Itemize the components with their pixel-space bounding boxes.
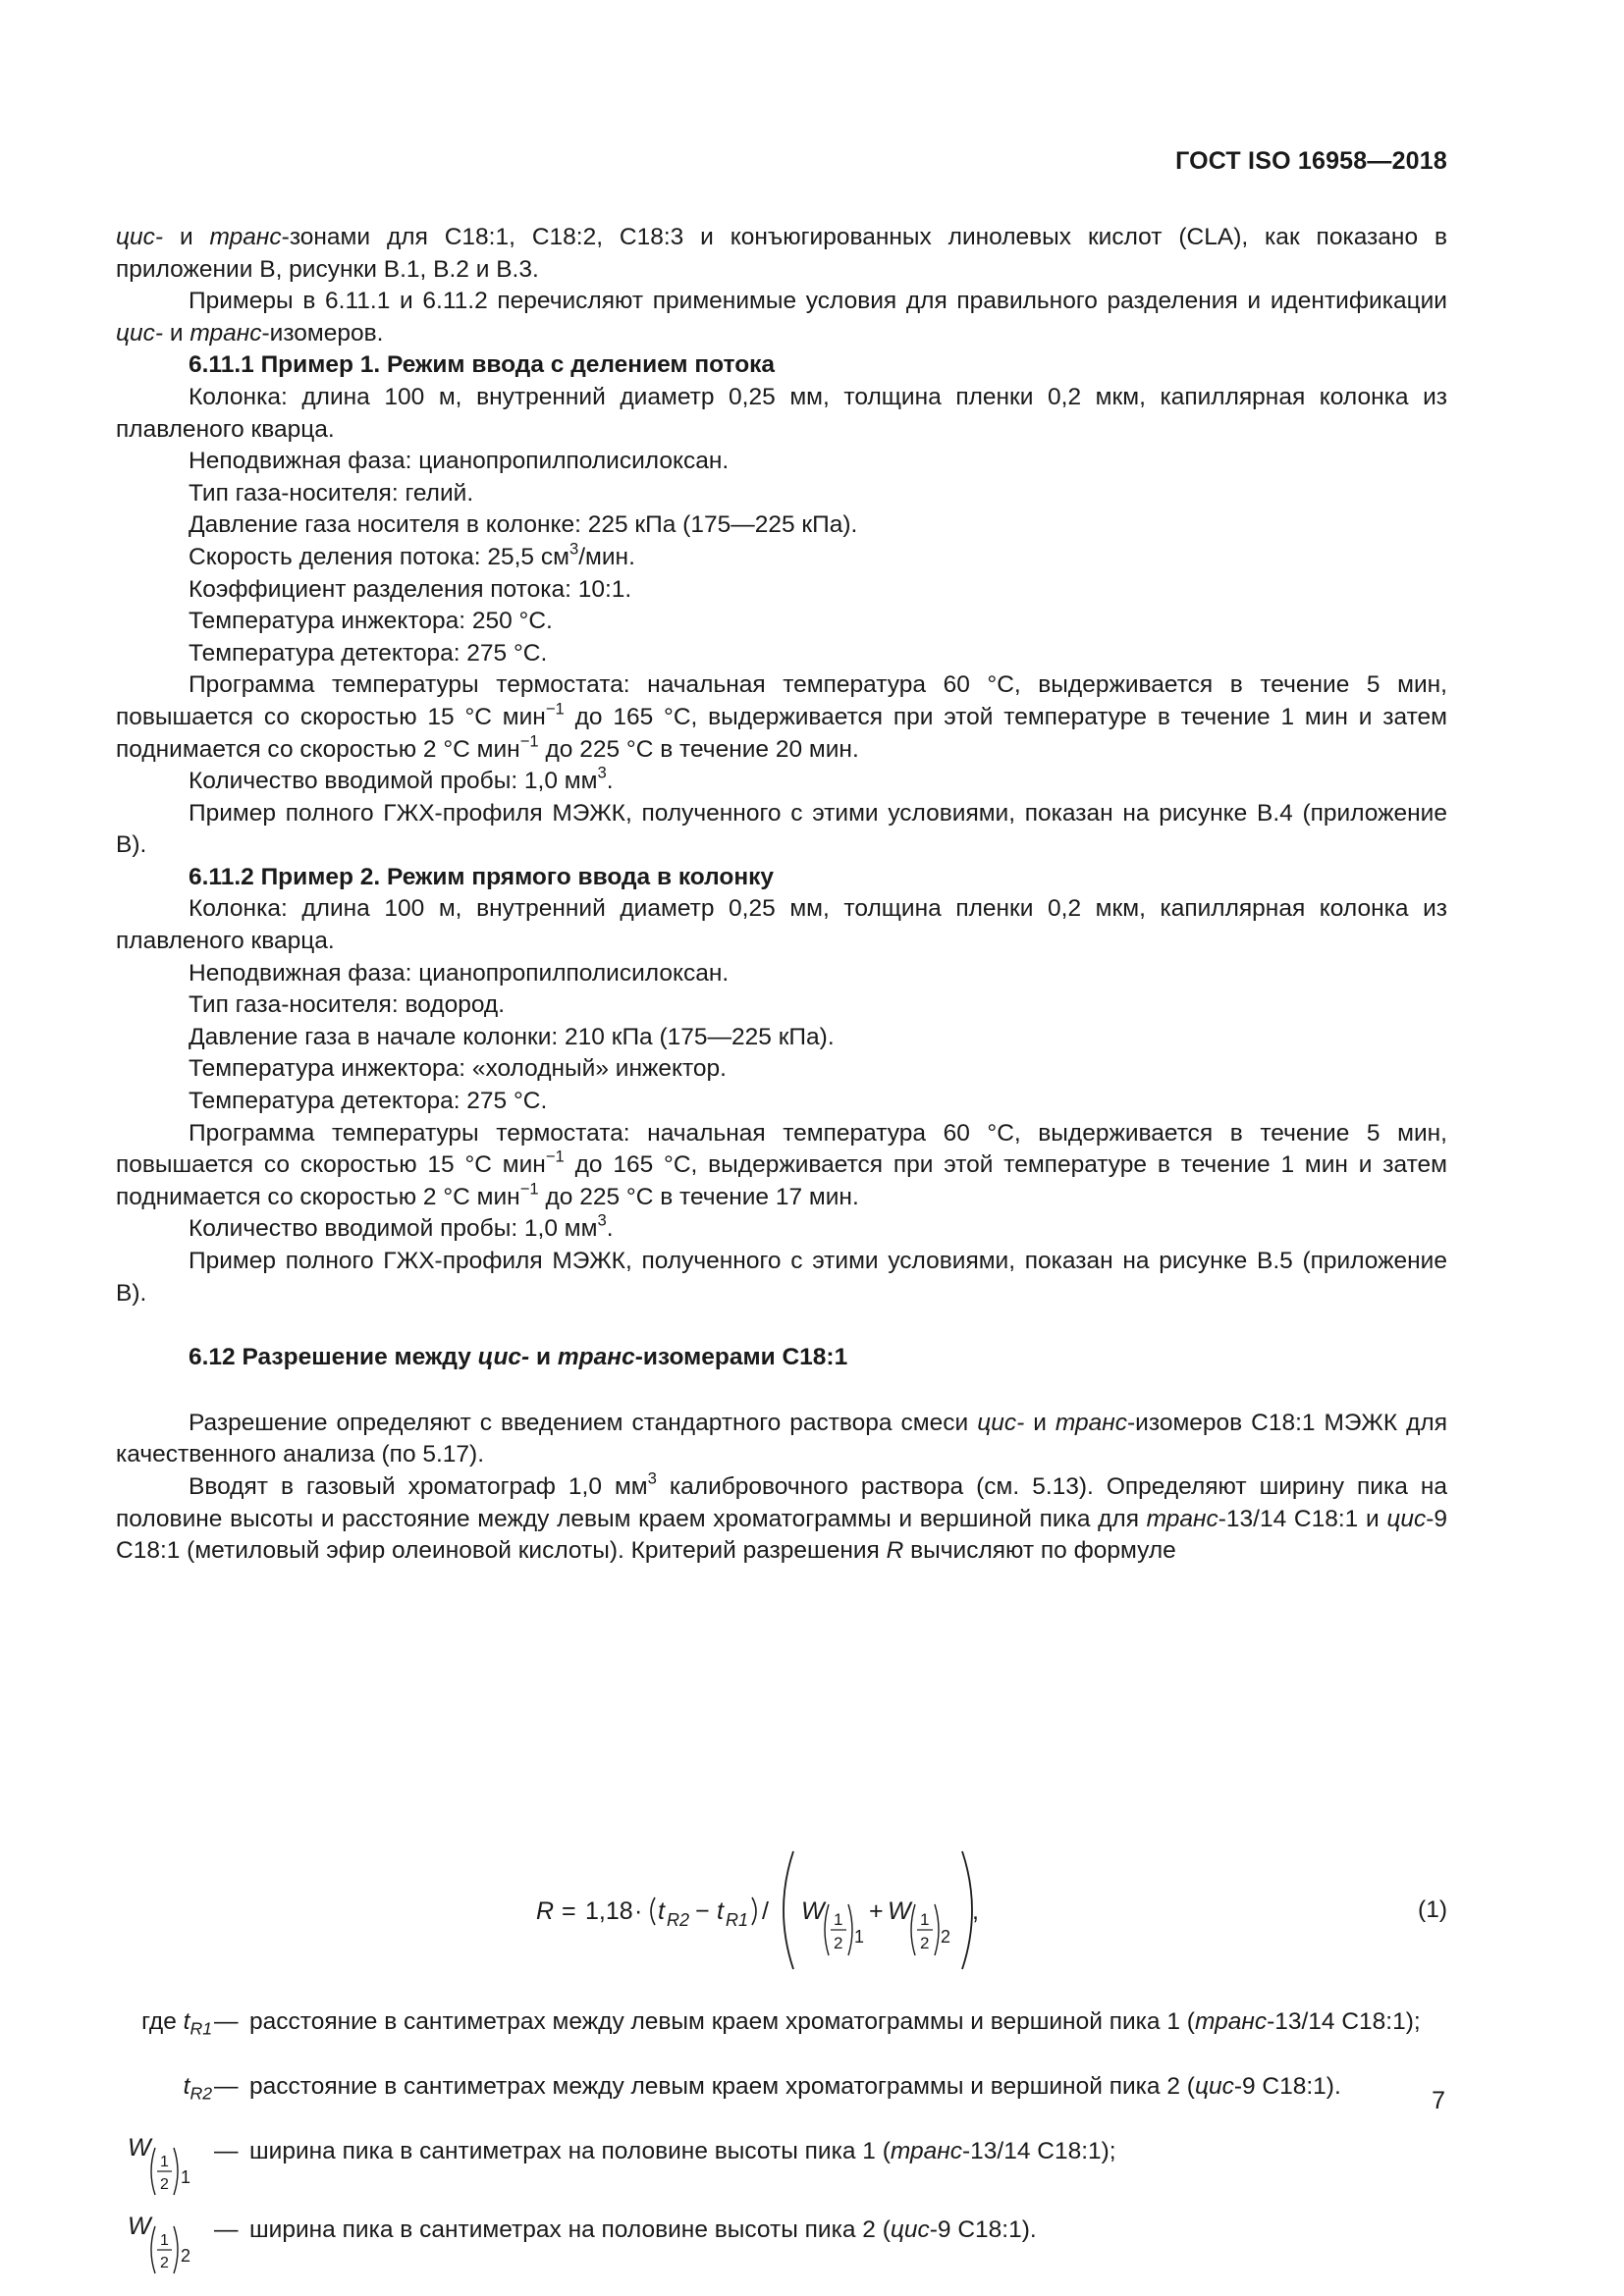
- w1-num: 1: [160, 2154, 169, 2170]
- text-run: -13/14 C18:1);: [962, 2138, 1116, 2164]
- text-run: -изомерами C18:1: [634, 1344, 848, 1371]
- paragraph: Пример полного ГЖХ-профиля МЭЖК, полученного с этими условиями, показан на рисунке В.5 (приложение В).: [116, 1248, 1447, 1307]
- where-term: [116, 2006, 212, 2039]
- formula-svg: [536, 1843, 1145, 1981]
- w2-symbol: [116, 2209, 212, 2279]
- formula-r2-sub: R2: [667, 1910, 690, 1930]
- w2-paren-l: [911, 1904, 915, 1955]
- superscript: −1: [545, 1147, 565, 1166]
- formula-t2: t: [658, 1897, 665, 1925]
- formula-dot: ·: [634, 1897, 643, 1925]
- term-subscript: R1: [189, 2018, 212, 2039]
- superscript: 3: [568, 539, 579, 559]
- w1-paren-l: [825, 1904, 829, 1955]
- where-definition: [249, 2215, 1447, 2247]
- superscript: 3: [597, 1211, 607, 1231]
- italic-term: транс: [557, 1344, 635, 1371]
- text-run: -9 C18:1).: [929, 2216, 1037, 2243]
- italic-term: цис-: [116, 224, 164, 250]
- paragraph: Температура детектора: 275 °C.: [189, 639, 548, 667]
- paragraph: Тип газа-носителя: водород.: [189, 991, 506, 1019]
- where-dash: —: [214, 2216, 239, 2243]
- paragraph: Колонка: длина 100 м, внутренний диаметр 0,25 мм, толщина пленки 0,2 мкм, капиллярная колонка из плавленого кварца.: [116, 383, 1447, 443]
- text-run: -зонами для C18:1, C18:2, C18:3 и конъюгированных линолевых кислот (CLA), как показано в приложении В, рисунки В.1, В.2 и В.3.: [116, 224, 1447, 283]
- where-item: [116, 2071, 1447, 2136]
- text-run: до 225 °C в течение 20 мин.: [538, 735, 859, 763]
- formula-equals: =: [562, 1897, 576, 1925]
- paragraph: Коэффициент разделения потока: 10:1.: [189, 575, 632, 603]
- w2-paren-l: [151, 2226, 155, 2273]
- text-run: .: [606, 1215, 614, 1243]
- text-run: калибровочного раствора (см. 5.13). Определяют ширину пика на половине высоты и расстояние между левым краем хроматограммы и вершиной пика для: [116, 1472, 1447, 1532]
- italic-term: цис-: [977, 1409, 1025, 1436]
- left-paren: [651, 1897, 655, 1925]
- where-term: [116, 2071, 212, 2104]
- text-run: Примеры в 6.11.1 и 6.11.2 перечисляют применимые условия для правильного разделения и идентификации: [189, 288, 1447, 315]
- standard-header: ГОСТ ISO 16958—2018: [1175, 147, 1447, 175]
- paragraph: [116, 1213, 1447, 1246]
- paragraph: [116, 1408, 1447, 1471]
- italic-term: R: [886, 1537, 904, 1565]
- body-text: [116, 222, 1447, 2271]
- term-symbol: t: [183, 2008, 190, 2035]
- w1-letter: W: [128, 2134, 151, 2162]
- w1-den: 2: [160, 2176, 169, 2193]
- text-run: до 165 °C, выдерживается при этой температуре в течение 1 мин и затем поднимается со скоростью 2 °C мин: [116, 1151, 1447, 1210]
- w1-half-den: 2: [834, 1934, 843, 1952]
- paragraph: [116, 286, 1447, 349]
- w1-half-num: 1: [834, 1910, 843, 1929]
- where-dash: —: [214, 2138, 239, 2164]
- paragraph: [116, 1468, 1447, 1568]
- text-run: ширина пика в сантиметрах на половине высоты пика 1 (: [249, 2138, 891, 2164]
- italic-term: цис-: [116, 319, 164, 347]
- text-run: до 165 °C, выдерживается при этой температуре в течение 1 мин и затем поднимается со скоростью 2 °C мин: [116, 703, 1447, 763]
- formula-plus: +: [869, 1897, 884, 1925]
- where-item: [116, 2215, 1447, 2293]
- big-right-paren: [962, 1851, 972, 1969]
- where-word: где: [141, 2008, 177, 2035]
- w1-paren-r: [848, 1904, 852, 1955]
- where-item: [116, 2006, 1447, 2071]
- w2-half-den: 2: [920, 1934, 930, 1952]
- where-definition: [249, 2136, 1447, 2168]
- paragraph: [116, 1118, 1447, 1214]
- w2-paren-r: [935, 1904, 939, 1955]
- term-symbol: t: [183, 2073, 190, 2100]
- w1-symbol: [116, 2130, 212, 2201]
- formula-w1: W: [801, 1897, 825, 1925]
- where-definition: [249, 2071, 1447, 2104]
- w1-index: 1: [854, 1927, 865, 1947]
- w2-letter: W: [128, 2213, 151, 2240]
- superscript: 3: [597, 763, 607, 782]
- text-run: Вводят в газовый хроматограф 1,0 мм: [189, 1472, 648, 1500]
- paragraph: Температура детектора: 275 °C.: [189, 1088, 548, 1115]
- text-run: вычисляют по формуле: [903, 1537, 1176, 1565]
- italic-term: цис: [1194, 2073, 1234, 2100]
- w1-idx: 1: [181, 2167, 191, 2187]
- superscript: 3: [647, 1468, 657, 1488]
- text-run: и: [163, 319, 190, 347]
- where-dash: —: [214, 2073, 239, 2100]
- where-item: [116, 2136, 1447, 2215]
- w1-paren-l: [151, 2148, 155, 2195]
- big-left-paren: [784, 1851, 793, 1969]
- text-run: Количество вводимой пробы: 1,0 мм: [189, 1215, 598, 1243]
- w2-half-num: 1: [920, 1910, 930, 1929]
- text-run: -13/14 C18:1);: [1267, 2008, 1421, 2035]
- paragraph: Неподвижная фаза: цианопропилполисилоксан.: [189, 448, 730, 475]
- paragraph: Пример полного ГЖХ-профиля МЭЖК, полученного с этими условиями, показан на рисунке В.4 (приложение В).: [116, 799, 1447, 859]
- resolution-formula: [116, 1843, 1447, 1981]
- paragraph: Давление газа в начале колонки: 210 кПа (175—225 кПа).: [189, 1023, 835, 1050]
- italic-term: транс: [1194, 2008, 1268, 2035]
- paragraph: Колонка: длина 100 м, внутренний диаметр 0,25 мм, толщина пленки 0,2 мкм, капиллярная колонка из плавленого кварца.: [116, 895, 1447, 955]
- italic-term: цис: [1386, 1505, 1427, 1532]
- text-run: -изомеров C18:1 МЭЖК для качественного анализа (по 5.17).: [116, 1409, 1447, 1468]
- formula-t1: t: [717, 1897, 724, 1925]
- italic-term: транс: [209, 224, 282, 250]
- section-heading: [116, 1342, 1447, 1374]
- italic-term: транс: [1055, 1409, 1128, 1436]
- text-run: Программа температуры термостата: начальная температура 60 °C, выдерживается в течение 5 мин, повышается со скоростью 15 °C мин: [116, 1119, 1447, 1179]
- paragraph: Температура инжектора: «холодный» инжектор.: [189, 1055, 727, 1083]
- text-run: Количество вводимой пробы: 1,0 мм: [189, 768, 598, 795]
- paragraph: Давление газа носителя в колонке: 225 кПа (175—225 кПа).: [189, 511, 858, 539]
- text-run: -9 C18:1 (метиловый эфир олеиновой кислоты). Критерий разрешения: [116, 1505, 1447, 1565]
- spacer: [116, 1374, 1447, 1408]
- superscript: −1: [545, 699, 565, 719]
- spacer: [116, 1309, 1447, 1342]
- text-run: -изомеров.: [261, 319, 384, 347]
- section-heading: 6.11.2 Пример 2. Режим прямого ввода в колонку: [189, 863, 775, 890]
- text-run: 6.12 Разрешение между: [189, 1344, 478, 1371]
- formula-slash: /: [762, 1897, 769, 1925]
- text-run: Программа температуры термостата: начальная температура 60 °C, выдерживается в течение 5 мин, повышается со скоростью 15 °C мин: [116, 671, 1447, 730]
- text-run: Разрешение определяют с введением стандартного раствора смеси: [189, 1409, 978, 1436]
- w1-paren-r: [174, 2148, 178, 2195]
- text-run: -9 C18:1).: [1233, 2073, 1341, 2100]
- paragraph: [116, 669, 1447, 766]
- right-paren: [752, 1897, 756, 1925]
- formula-minus: −: [695, 1897, 710, 1925]
- text-run: Скорость деления потока: 25,5 см: [189, 543, 569, 570]
- text-run: ширина пика в сантиметрах на половине высоты пика 2 (: [249, 2216, 891, 2243]
- text-run: и: [1024, 1409, 1056, 1436]
- paragraph: Температура инжектора: 250 °C.: [189, 608, 553, 635]
- equation-number: (1): [1418, 1896, 1447, 1923]
- formula-r: R: [536, 1897, 555, 1925]
- italic-term: транс: [1146, 1505, 1218, 1532]
- text-run: -13/14 C18:1 и: [1218, 1505, 1387, 1532]
- text-run: и: [163, 224, 210, 250]
- italic-term: транс: [189, 319, 262, 347]
- w2-idx: 2: [181, 2246, 191, 2266]
- superscript: −1: [519, 1179, 539, 1199]
- italic-term: цис-: [477, 1344, 530, 1371]
- section-heading: 6.11.1 Пример 1. Режим ввода с делением потока: [189, 351, 776, 379]
- formula-r1-sub: R1: [726, 1910, 749, 1930]
- italic-term: транс: [890, 2138, 962, 2164]
- formula-comma: ,: [972, 1897, 979, 1925]
- where-dash: —: [214, 2008, 239, 2035]
- superscript: −1: [519, 731, 539, 751]
- w2-num: 1: [160, 2232, 169, 2249]
- where-definition: [249, 2006, 1447, 2039]
- paragraph: [116, 539, 1447, 574]
- italic-term: цис: [890, 2216, 930, 2243]
- text-run: .: [606, 768, 614, 795]
- term-subscript: R2: [189, 2083, 212, 2104]
- text-run: до 225 °C в течение 17 мин.: [538, 1183, 859, 1210]
- w2-paren-r: [174, 2226, 178, 2273]
- w2-index: 2: [941, 1927, 951, 1947]
- w2-den: 2: [160, 2255, 169, 2271]
- text-run: и: [529, 1344, 558, 1371]
- paragraph: [116, 222, 1447, 286]
- formula-w2: W: [888, 1897, 911, 1925]
- text-run: /мин.: [578, 543, 635, 570]
- text-run: расстояние в сантиметрах между левым краем хроматограммы и вершиной пика 2 (: [249, 2073, 1195, 2100]
- paragraph: Неподвижная фаза: цианопропилполисилоксан.: [189, 959, 730, 987]
- formula-coef: 1,18: [585, 1897, 633, 1925]
- text-run: расстояние в сантиметрах между левым краем хроматограммы и вершиной пика 1 (: [249, 2008, 1195, 2035]
- paragraph: Тип газа-носителя: гелий.: [189, 479, 474, 507]
- page-number: 7: [1432, 2087, 1445, 2114]
- paragraph: [116, 763, 1447, 798]
